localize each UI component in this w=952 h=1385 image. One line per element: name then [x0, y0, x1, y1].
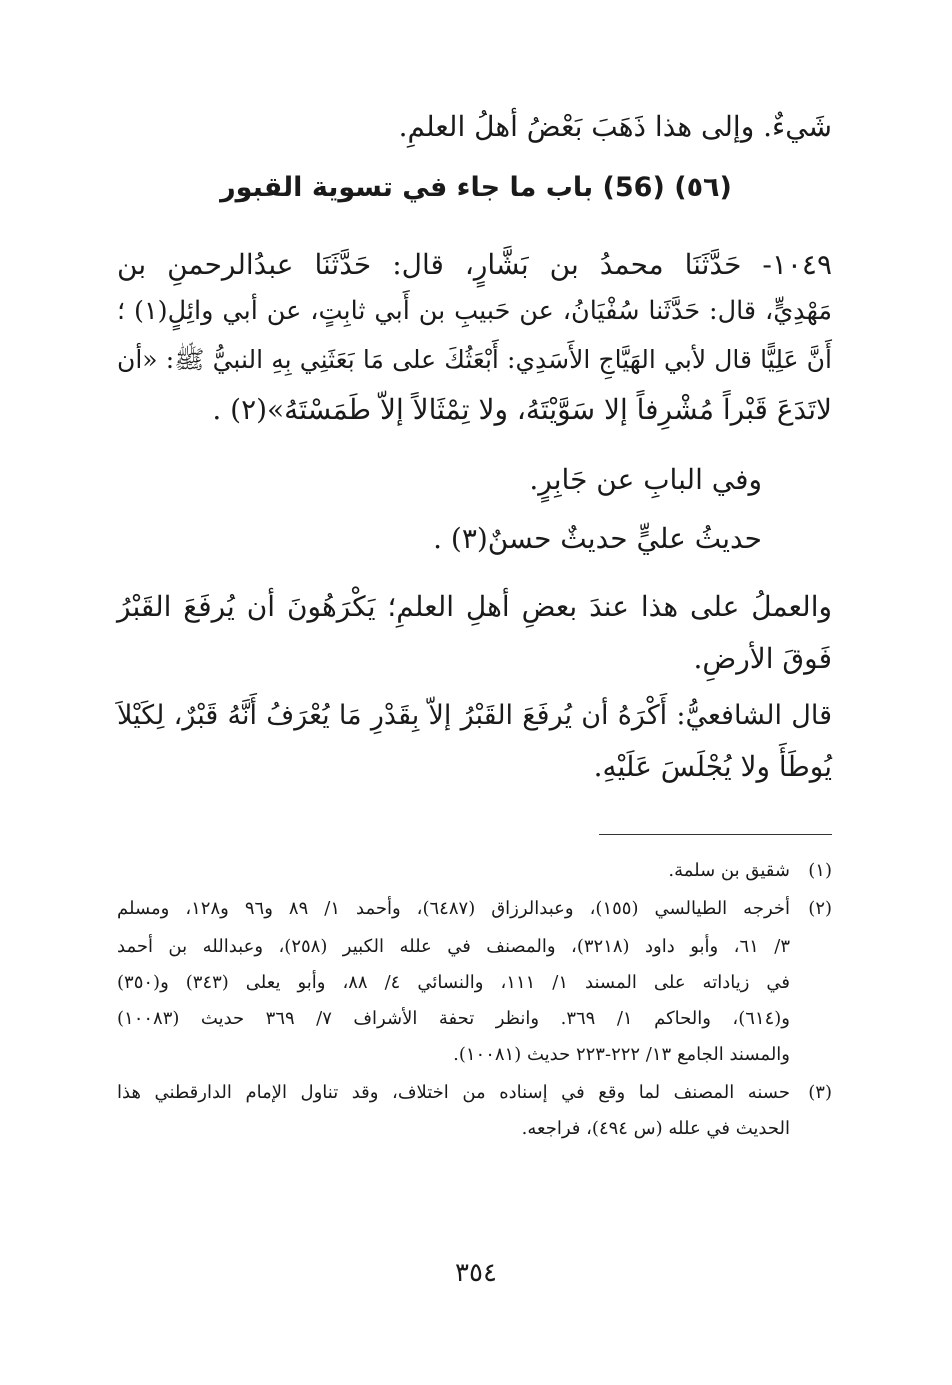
footnote-3	[117, 1082, 832, 1104]
shafii-line: يُوطَأَ ولا يُجْلَسَ عَلَيْهِ.	[593, 750, 832, 783]
shafii-line: قال الشافعيُّ: أَكْرَهُ أن يُرفَعَ القَبْرُ إلاّ بِقَدْرِ مَا يُعْرَفُ أَنَّهُ قَبْرٌ، لِكَيْلاَ	[117, 700, 832, 731]
footnote-2-continuation: والمسند الجامع ١٣/ ٢٢٢-٢٢٣ حديث (١٠٠٨١).	[453, 1044, 790, 1065]
bab-line: وفي البابِ عن جَابِرٍ.	[529, 463, 762, 496]
hadith-line: أَنَّ عَلِيًّا قال لأبي الهَيَّاجِ الأَسَدِي: أَبْعَثُكَ على مَا بَعَثَنِي بِهِ النبيُّ ﷺ: «أن	[117, 345, 832, 374]
footnote-2-continuation: في زياداته على المسند ١/ ١١١، والنسائي ٤/ ٨٨، وأبو يعلى (٣٤٣) و(٣٥٠)	[117, 972, 791, 993]
footnote-3-continuation: الحديث في علله (س ٤٩٤)، فراجعه.	[521, 1118, 790, 1139]
hadith-line: مَهْدِيٍّ، قال: حَدَّثَنا سُفْيَانُ، عن حَبيبِ بن أَبي ثابِتٍ، عن أبي وائِلٍ(١) ؛	[117, 296, 832, 326]
hadith-line: لاتَدَعَ قَبْراً مُشْرِفاً إلا سَوَّيْتَهُ، ولا تِمْثَالاً إلاّ طَمَسْتَهُ»(٢) .	[212, 393, 832, 426]
footnote-1	[117, 860, 832, 882]
amal-line: والعملُ على هذا عندَ بعضِ أهلِ العلمِ؛ يَكْرَهُونَ أن يُرفَعَ القَبْرُ	[117, 590, 832, 623]
footnote-text: شقيق بن سلمة.	[668, 860, 790, 881]
intro-line: شَيءٌ. وإلى هذا ذَهَبَ بَعْضُ أهلُ العلمِ.	[398, 110, 832, 143]
footnote-number: (٢)	[808, 898, 833, 919]
chapter-heading: (٥٦) (56) باب ما جاء في تسوية القبور	[220, 172, 732, 203]
footnote-2	[117, 898, 832, 920]
footnote-2-continuation: و(٦١٤)، والحاكم ١/ ٣٦٩. وانظر تحفة الأشراف ٧/ ٣٦٩ حديث (١٠٠٨٣)	[117, 1008, 790, 1029]
amal-line: فَوقَ الأرضِ.	[693, 642, 832, 675]
page-number: ٣٥٤	[455, 1258, 497, 1288]
footnote-text: حسنه المصنف لما وقع في إسناده من اختلاف، وقد تناول الإمام الدارقطني هذا	[117, 1082, 790, 1103]
footnote-number: (١)	[808, 860, 832, 881]
footnote-2-continuation: ٣/ ٦١، وأبو داود (٣٢١٨)، والمصنف في علله الكبير (٢٥٨)، وعبدالله بن أحمد	[117, 936, 791, 957]
hukm-line: حديثُ عليٍّ حديثٌ حسنٌ(٣) .	[433, 522, 762, 555]
footnote-divider	[599, 834, 832, 835]
footnote-text: أخرجه الطيالسي (١٥٥)، وعبدالرزاق (٦٤٨٧)، وأحمد ١/ ٨٩ و٩٦ و١٢٨، ومسلم	[117, 898, 791, 919]
hadith-line: ١٠٤٩- حَدَّثَنَا محمدُ بن بَشَّارٍ، قال: حَدَّثَنَا عبدُالرحمنِ بن	[117, 248, 832, 281]
footnote-number: (٣)	[808, 1082, 832, 1103]
